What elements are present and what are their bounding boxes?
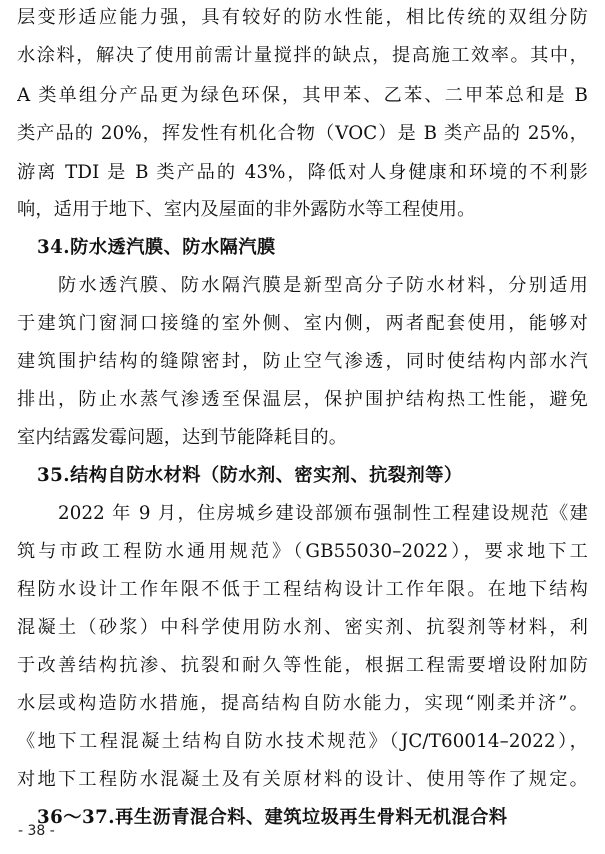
text-line: 响，适用于地下、室内及屋面的非外露防水等工程使用。 [17, 199, 476, 220]
text-line: 建筑围护结构的缝隙密封，防止空气渗透，同时使结构内部水汽 [17, 351, 588, 372]
text-line: 对地下工程防水混凝土及有关原材料的设计、使用等作了规定。 [17, 769, 588, 790]
text-line: 水层或构造防水措施，提高结构自防水能力，实现“刚柔并济”。 [17, 693, 588, 714]
section-heading-34: 34.防水透汽膜、防水隔汽膜 [37, 237, 276, 258]
section-heading-35: 35.结构自防水材料（防水剂、密实剂、抗裂剂等） [37, 465, 463, 486]
section-heading-36-37: 36～37.再生沥青混合料、建筑垃圾再生骨料无机混合料 [37, 807, 508, 828]
text-line: 防水透汽膜、防水隔汽膜是新型高分子防水材料，分别适用 [58, 275, 588, 296]
text-line: 程防水设计工作年限不低于工程结构设计工作年限。在地下结构 [17, 579, 588, 600]
page-number: - 38 - [18, 823, 55, 839]
text-line: 游离 TDI 是 B 类产品的 43%，降低对人身健康和环境的不利影 [17, 162, 588, 183]
text-line: 于建筑门窗洞口接缝的室外侧、室内侧，两者配套使用，能够对 [17, 313, 588, 334]
text-line: 水涂料，解决了使用前需计量搅拌的缺点，提高施工效率。其中， [17, 45, 588, 66]
text-line: 排出，防止水蒸气渗透至保温层，保护围护结构热工性能，避免 [17, 389, 588, 410]
text-line: 混凝土（砂浆）中科学使用防水剂、密实剂、抗裂剂等材料，利 [17, 617, 588, 638]
text-line: 室内结露发霉问题，达到节能降耗目的。 [17, 427, 348, 448]
text-line: 筑与市政工程防水通用规范》（GB55030–2022），要求地下工 [17, 541, 588, 562]
text-line: 《地下工程混凝土结构自防水技术规范》（JC/T60014–2022）， [17, 731, 588, 752]
text-line: 层变形适应能力强，具有较好的防水性能，相比传统的双组分防 [17, 7, 588, 28]
text-line: 类产品的 20%，挥发性有机化合物（VOC）是 B 类产品的 25%， [17, 123, 588, 144]
text-line: 2022 年 9 月，住房城乡建设部颁布强制性工程建设规范《建 [58, 503, 588, 524]
text-line: A 类单组分产品更为绿色环保，其甲苯、乙苯、二甲苯总和是 B [17, 85, 588, 106]
text-line: 于改善结构抗渗、抗裂和耐久等性能，根据工程需要增设附加防 [17, 655, 588, 676]
